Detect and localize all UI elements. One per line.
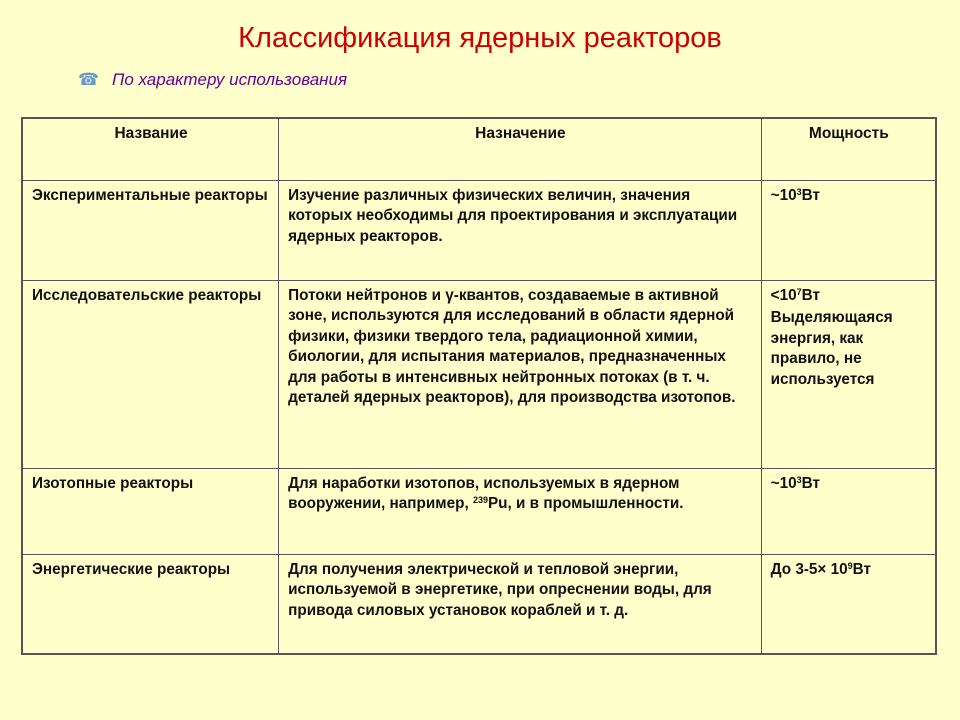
isotope-mass-number: 239 [472, 495, 488, 505]
reactor-name: Изотопные реакторы [22, 468, 279, 554]
reactor-power [761, 180, 936, 280]
header-power: Мощность [761, 118, 936, 180]
power-prefix: До 3-5× 10 [770, 560, 848, 578]
table-row [22, 280, 936, 468]
table-row [22, 468, 936, 554]
subtitle-line [78, 70, 347, 90]
reactor-power [761, 468, 936, 554]
reactor-purpose: Потоки нейтронов и γ-квантов, создаваемые в активной зоне, используются для исследований в области ядерной физики, физики твердого тела, радиационной химии, биологии, для испытания материалов, предназначенных для работы в интенсивных нейтронных потоках (в т. ч. деталей ядерных реакторов), для производства изотопов. [279, 280, 762, 468]
reactor-classification-table [21, 117, 937, 655]
power-unit: Вт [801, 186, 820, 204]
table-row [22, 554, 936, 654]
purpose-text-before: Для наработки изотопов, используемых в ядерном вооружении, например, [288, 474, 680, 512]
reactor-name: Экспериментальные реакторы [22, 180, 279, 280]
power-prefix: ~10 [770, 474, 797, 492]
power-exponent: 3 [796, 186, 802, 197]
reactor-purpose [279, 468, 762, 554]
table-header-row [22, 118, 936, 180]
header-name: Название [22, 118, 279, 180]
power-unit: Вт [852, 560, 871, 578]
reactor-power [761, 554, 936, 654]
table-row [22, 180, 936, 280]
page-title: Классификация ядерных реакторов [238, 22, 722, 54]
power-exponent: 9 [847, 560, 853, 571]
power-exponent: 3 [796, 474, 802, 485]
subtitle-text: По характеру использования [112, 70, 348, 89]
power-prefix: <10 [770, 286, 797, 304]
reactor-purpose: Для получения электрической и тепловой энергии, используемой в энергетике, при опреснении воды, для привода силовых установок кораблей и т. д. [279, 554, 762, 654]
purpose-text-after: Pu, и в промышленности. [487, 495, 684, 512]
power-unit: Вт [801, 286, 820, 304]
telephone-icon: ☎ [78, 70, 100, 89]
reactor-power [761, 280, 936, 468]
reactor-purpose: Изучение различных физических величин, значения которых необходимы для проектирования и эксплуатации ядерных реакторов. [279, 180, 762, 280]
power-unit: Вт [801, 474, 820, 492]
power-prefix: ~10 [770, 186, 797, 204]
power-exponent: 7 [796, 286, 802, 297]
reactor-name: Исследовательские реакторы [22, 280, 279, 468]
header-purpose: Назначение [279, 118, 762, 180]
power-note: Выделяющаяся энергия, как правило, не используется [770, 309, 893, 388]
reactor-name: Энергетические реакторы [22, 554, 279, 654]
